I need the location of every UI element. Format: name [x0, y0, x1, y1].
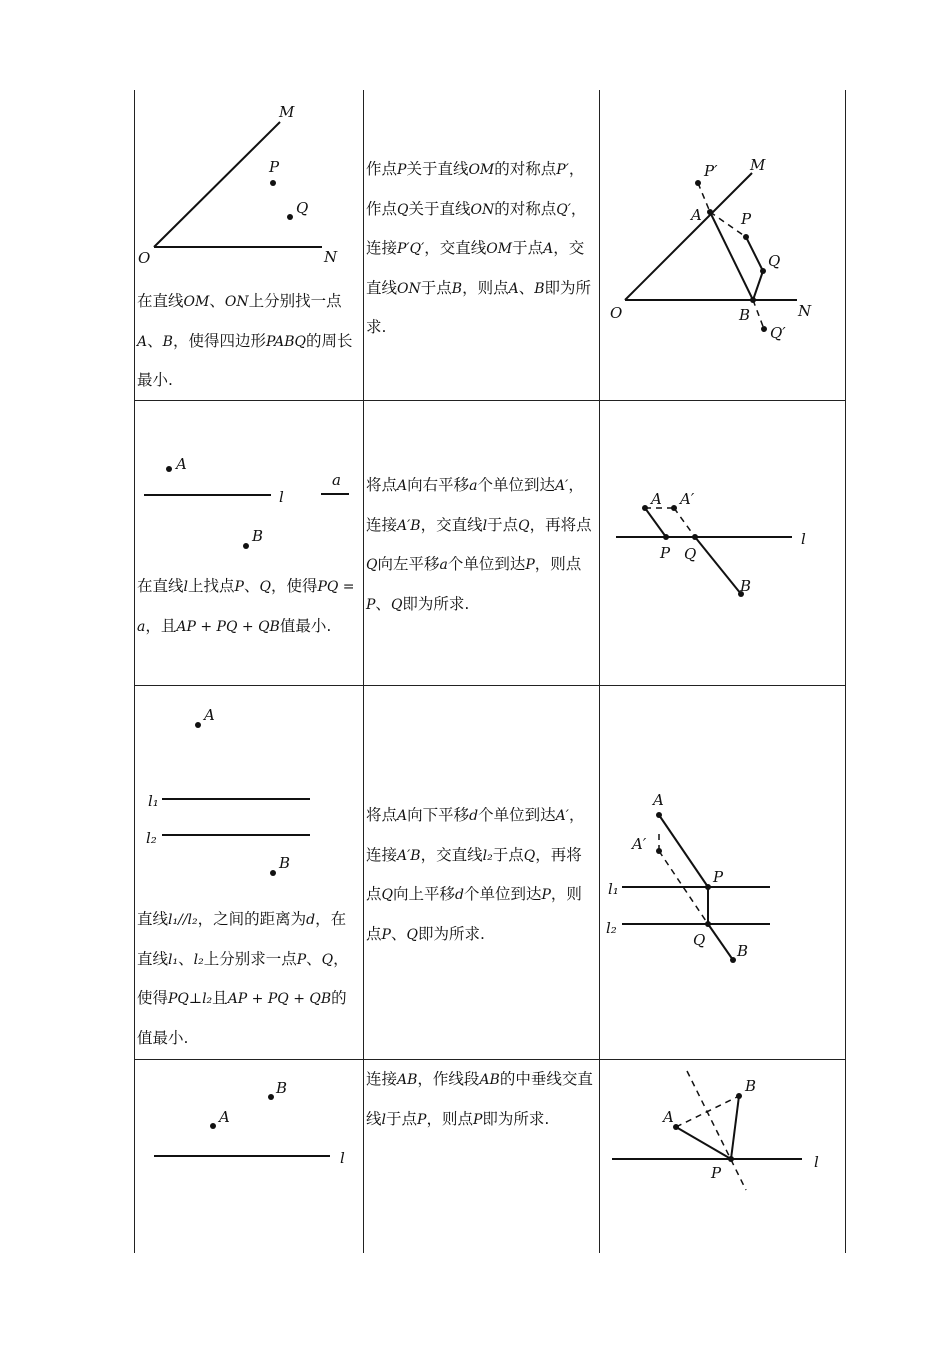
label-N: N — [324, 248, 338, 266]
label-Q: Q — [768, 252, 781, 270]
label-l: l — [279, 488, 284, 506]
row2-problem-text: 在直线l上找点P、Q，使得PQ = a，且AP + PQ + QB值最小. — [137, 577, 355, 635]
label-Q: Q — [684, 545, 697, 563]
label-N: N — [798, 302, 812, 320]
row1-solution-figure — [600, 150, 845, 340]
label-l1: l₁ — [608, 880, 619, 898]
label-P: P — [269, 158, 280, 176]
label-l: l — [801, 530, 806, 548]
label-P: P — [713, 868, 724, 886]
label-l2: l₂ — [146, 829, 157, 847]
label-l2: l₂ — [606, 919, 617, 937]
row3-problem-text: 直线l₁//l₂，之间的距离为d，在直线l₁、l₂上分别求一点P、Q，使得PQ⊥l₂且AP + PQ + QB的值最小. — [137, 910, 349, 1047]
label-M: M — [750, 156, 766, 174]
label-A: A — [204, 706, 215, 724]
label-B: B — [740, 577, 752, 595]
label-A: A — [691, 206, 702, 224]
label-A: A — [663, 1108, 674, 1126]
label-O: O — [610, 304, 623, 322]
table-border-right — [845, 90, 846, 1253]
row2-solution-figure — [600, 480, 845, 600]
label-Aprime: A′ — [680, 490, 695, 508]
label-Aprime: A′ — [632, 835, 647, 853]
label-l: l — [340, 1149, 345, 1167]
label-B: B — [737, 942, 749, 960]
row3-solution-figure — [600, 785, 845, 965]
label-B: B — [279, 854, 291, 872]
label-A: A — [651, 490, 662, 508]
row4-solution-figure — [600, 1068, 845, 1198]
row3-problem-figure — [134, 700, 363, 890]
label-B: B — [745, 1077, 757, 1095]
label-O: O — [138, 249, 151, 267]
label-a: a — [332, 471, 341, 489]
label-Qprime: Q′ — [770, 324, 786, 342]
label-P: P — [711, 1164, 722, 1182]
row2-problem-figure — [134, 450, 363, 560]
label-P: P — [660, 544, 671, 562]
label-B: B — [739, 306, 751, 324]
label-Q: Q — [693, 931, 706, 949]
label-M: M — [279, 103, 295, 121]
table-border-col1 — [363, 90, 364, 1253]
row1-problem-text: 在直线OM、ON上分别找一点A、B，使得四边形PABQ的周长最小. — [137, 292, 353, 389]
label-Pprime: P′ — [704, 162, 718, 180]
label-B: B — [276, 1079, 288, 1097]
label-l1: l₁ — [148, 792, 159, 810]
label-P: P — [741, 210, 752, 228]
table-row-divider-2 — [134, 685, 846, 686]
row3-method-text: 将点A向下平移d个单位到达A′，连接A′B，交直线l₂于点Q，再将点Q向上平移d个单位到达P，则点P、Q即为所求. — [366, 806, 585, 943]
row1-method-text: 作点P关于直线OM的对称点P′，作点Q关于直线ON的对称点Q′，连接P′Q′，交直线OM于点A，交直线ON于点B，则点A、B即为所求. — [366, 160, 592, 336]
row4-method-text: 连接AB，作线段AB的中垂线交直线l于点P，则点P即为所求. — [366, 1070, 593, 1128]
label-A: A — [219, 1108, 230, 1126]
label-A: A — [653, 791, 664, 809]
row4-problem-figure — [134, 1075, 363, 1175]
label-B: B — [252, 527, 264, 545]
row1-problem-figure — [134, 90, 363, 280]
row2-method-text: 将点A向右平移a个单位到达A′，连接A′B，交直线l于点Q，再将点Q向左平移a个单位到达P，则点P、Q即为所求. — [366, 476, 592, 613]
label-l: l — [814, 1153, 819, 1171]
table-row-divider-1 — [134, 400, 846, 401]
label-A: A — [176, 455, 187, 473]
label-Q: Q — [296, 199, 309, 217]
